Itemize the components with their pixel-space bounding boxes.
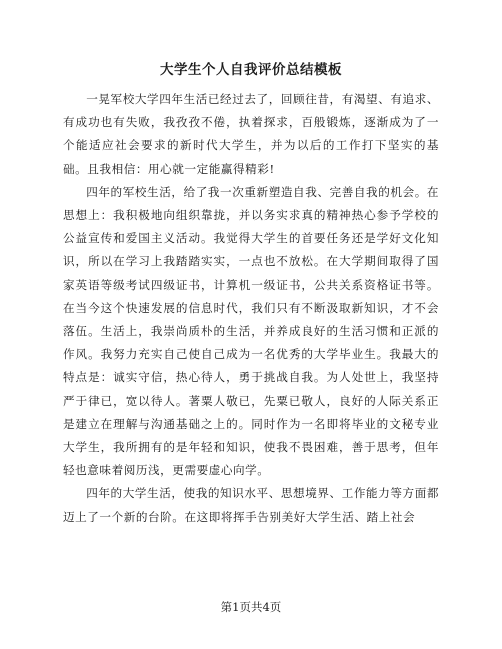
paragraph-2: 四年的军校生活，给了我一次重新塑造自我、完善自我的机会。在思想上：我积极地向组织靠拢，并以务实求真的精神热心参予学校的公益宣传和爱国主义活动。我觉得大学生的首要任务还是学好文化知识，所以在学习上我踏踏实实，一点也不放松。在大学期间取得了国家英语等级考试四级证书，计算机一级证书，公共关系资格证书等。在当今这个快速发展的信息时代，我们只有不断汲取新知识，才不会落伍。生活上，我崇尚质朴的生活，并养成良好的生活习惯和正派的作风。我努力充实自己使自己成为一名优秀的大学毕业生。我最大的特点是：诚实守信，热心待人，勇于挑战自我。为人处世上，我坚持严于律已，宽以待人。著粟人敬已，先粟已敬人，良好的人际关系正是建立在理解与沟通基础之上的。同时作为一名即将毕业的文秘专业大学生，我所拥有的是年轻和知识，使我不畏困难，善于思考，但年轻也意味着阅历浅，更需要虚心向学。 — [63, 184, 439, 478]
paragraph-1: 一晃军校大学四年生活已经过去了，回顾往昔，有渴望、有追求、有成功也有失败，我孜孜不倦，执着探求，百般锻炼，逐渐成为了一个能适应社会要求的新时代大学生，并为以后的工作打下坚实的基础。且我相信：用心就一定能赢得精彩! — [63, 92, 439, 176]
document-title: 大学生个人自我评价总结模板 — [160, 62, 342, 78]
paragraph-3: 四年的大学生活，使我的知识水平、思想境界、工作能力等方面都迈上了一个新的台阶。在这即将挥手告别美好大学生活、踏上社会 — [63, 486, 439, 524]
document-body — [63, 88, 439, 529]
page-number-footer: 第1页共4页 — [220, 600, 282, 614]
